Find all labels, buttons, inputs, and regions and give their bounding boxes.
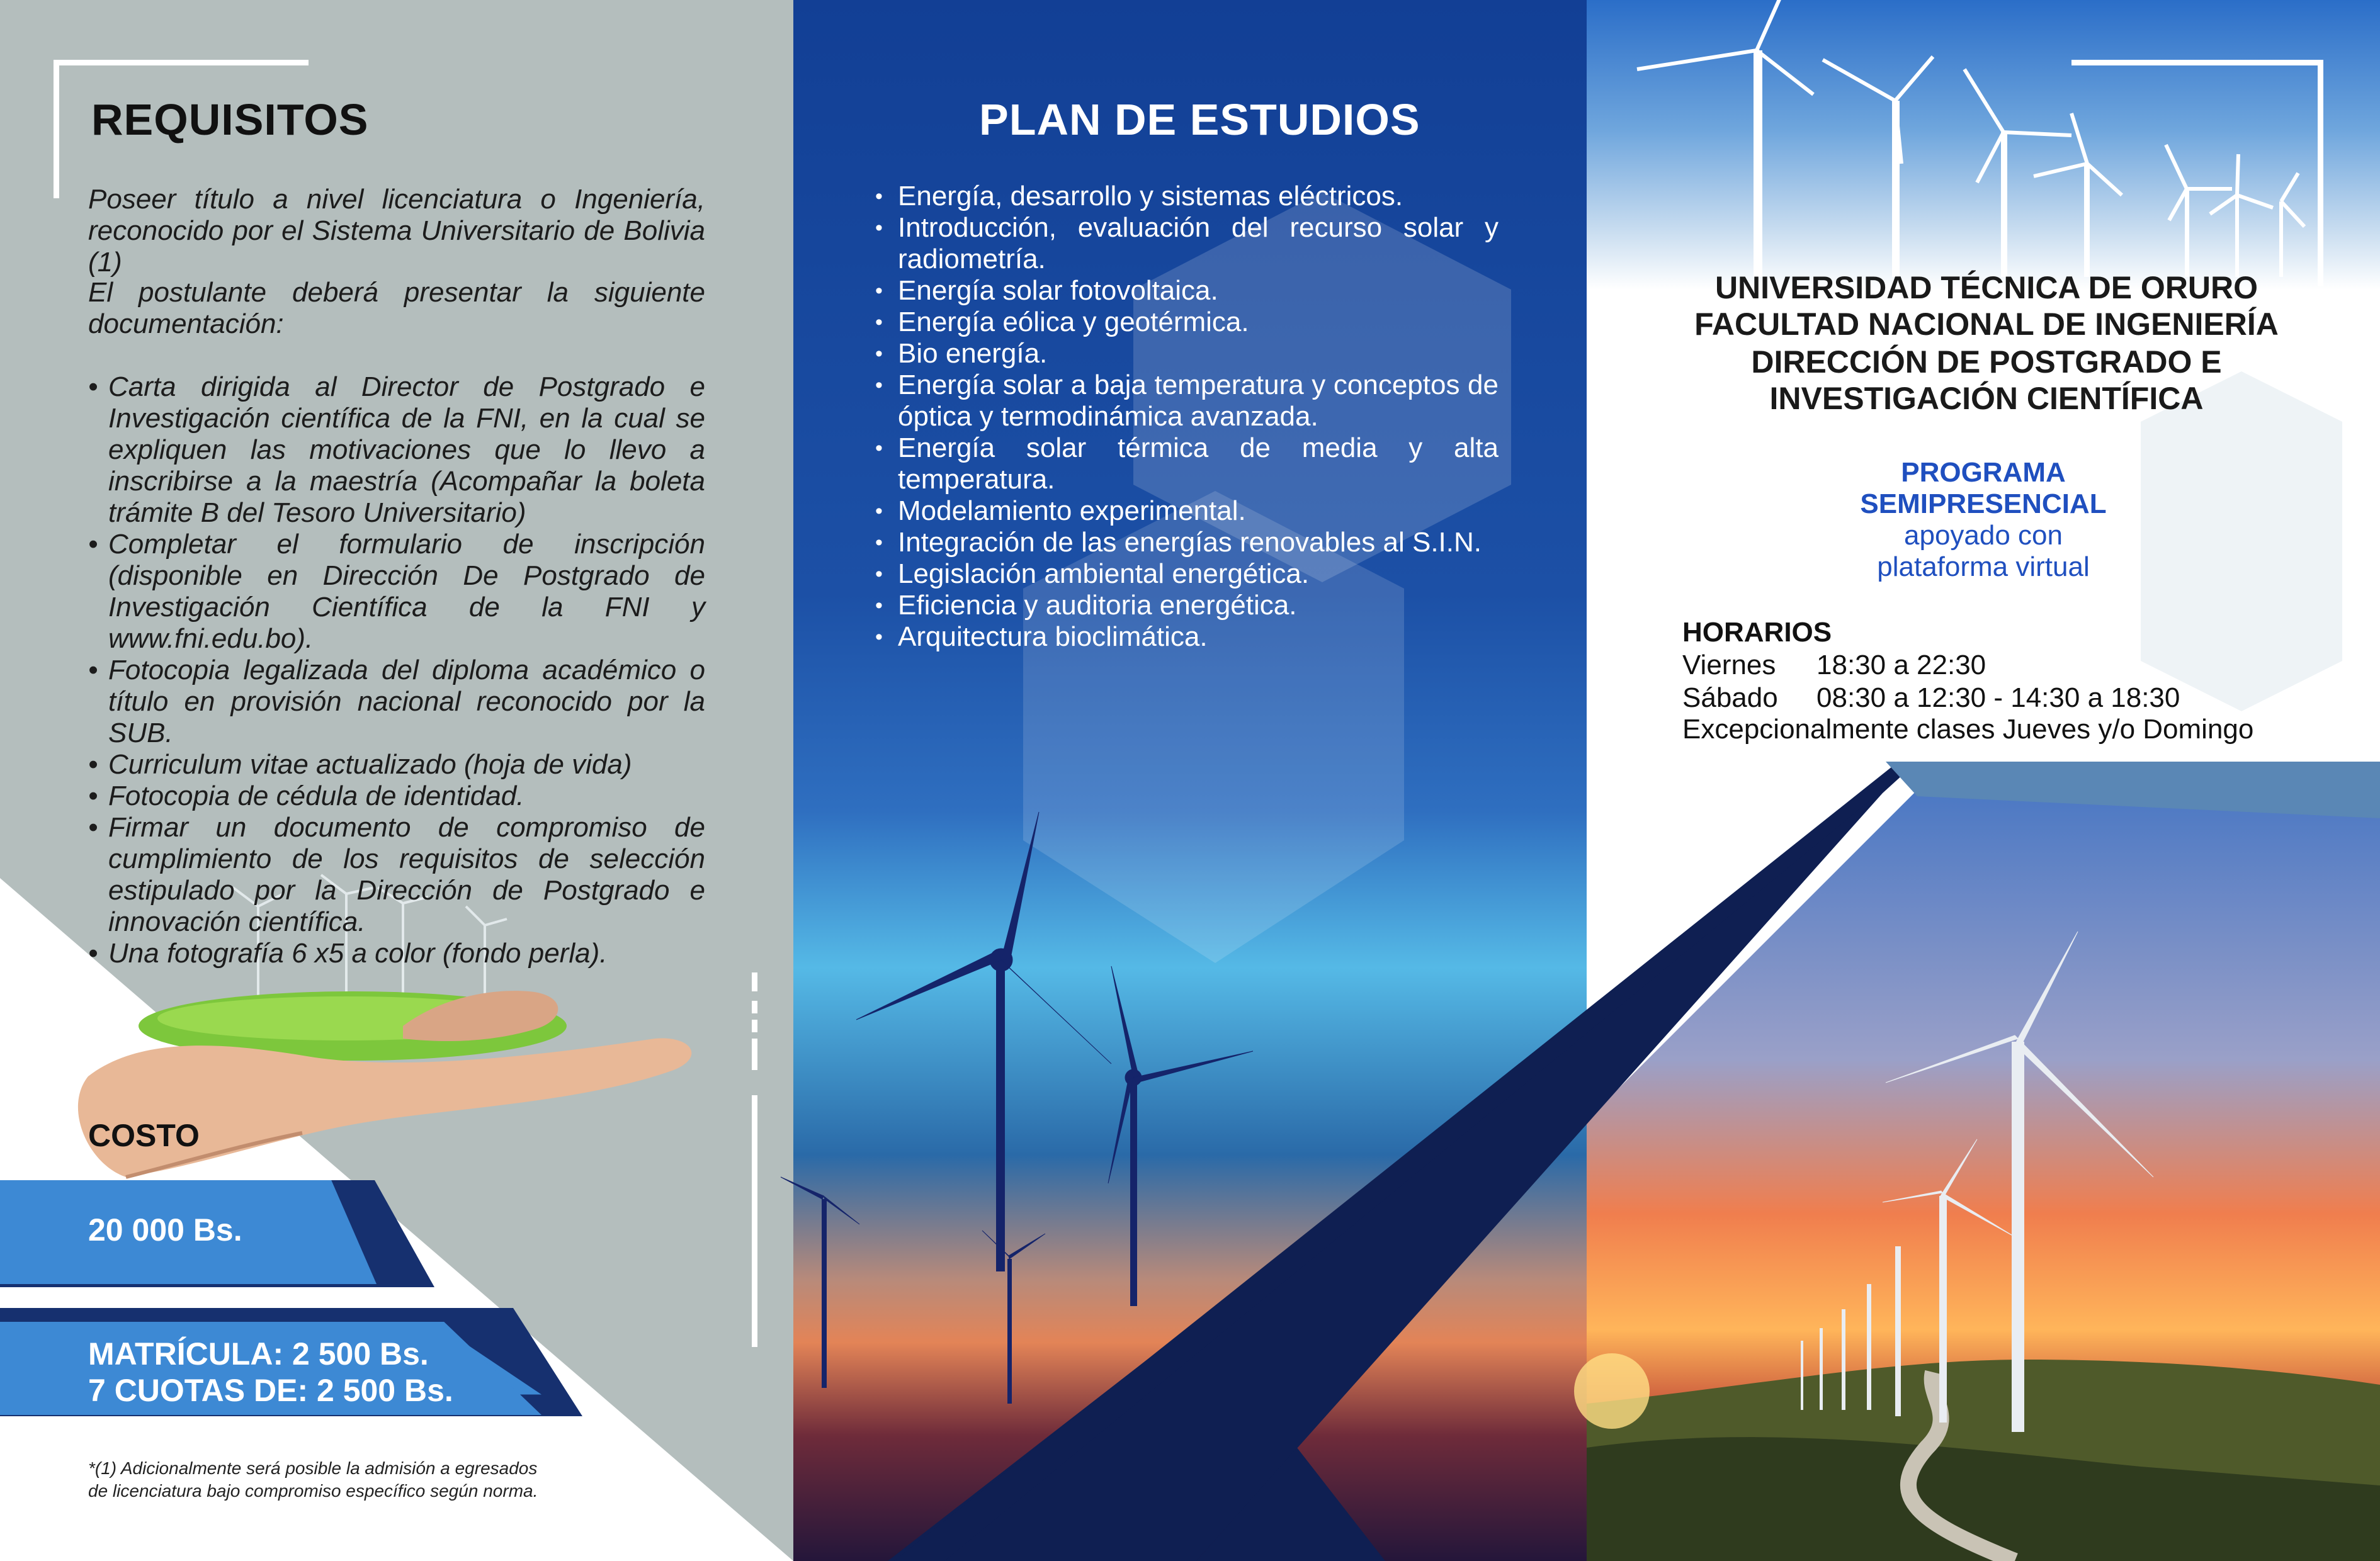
requisitos-paragraph-documentacion: El postulante deberá presentar la siguiente documentación: — [88, 277, 705, 339]
plan-estudios-title: PLAN DE ESTUDIOS — [979, 95, 1420, 144]
price-value: 20 000 Bs. — [88, 1212, 242, 1248]
university-title-line: DIRECCIÓN DE POSTGRADO E — [1751, 344, 2222, 380]
list-item: • Energía eólica y geotérmica. — [875, 307, 1499, 338]
list-item: • Energía solar fotovoltaica. — [875, 275, 1499, 307]
horarios-title: HORARIOS — [1682, 617, 1832, 648]
program-subtitle: plataforma virtual — [1877, 551, 2090, 582]
requisitos-paragraph-titulo: Poseer título a nivel licenciatura o Ingeniería, reconocido por el Sistema Universitario de Bolivia (1) — [88, 184, 705, 278]
horario-time: 08:30 a 12:30 - 14:30 a 18:30 — [1816, 682, 2180, 713]
list-item: • Fotocopia legalizada del diploma académico o título en provisión nacional reconocido por la SUB. — [88, 655, 705, 749]
horario-day: Sábado — [1682, 682, 1778, 713]
list-item: • Integración de las energías renovables al S.I.N. — [875, 527, 1499, 558]
horarios-note: Excepcionalmente clases Jueves y/o Domingo — [1682, 714, 2254, 745]
list-item: • Bio energía. — [875, 338, 1499, 369]
footnote-line: de licenciatura bajo compromiso específico según norma. — [88, 1481, 538, 1501]
program-subtitle: apoyado con — [1904, 520, 2063, 551]
program-title: PROGRAMA — [1901, 457, 2066, 488]
university-title-line: UNIVERSIDAD TÉCNICA DE ORURO — [1714, 270, 2258, 305]
list-item: • Arquitectura bioclimática. — [875, 621, 1499, 653]
university-title-line: FACULTAD NACIONAL DE INGENIERÍA — [1694, 307, 2279, 342]
list-item: • Firmar un documento de compromiso de cumplimiento de los requisitos de selección estipulado por la Dirección de Postgrado e innovación científica. — [88, 812, 705, 938]
list-item: • Energía solar térmica de media y alta temperatura. — [875, 432, 1499, 495]
list-item: • Energía, desarrollo y sistemas eléctricos. — [875, 181, 1499, 212]
list-item: • Fotocopia de cédula de identidad. — [88, 780, 705, 812]
horario-time: 18:30 a 22:30 — [1816, 650, 1986, 680]
cuotas-value: 7 CUOTAS DE: 2 500 Bs. — [88, 1373, 453, 1408]
list-item: • Introducción, evaluación del recurso solar y radiometría. — [875, 212, 1499, 275]
list-item: • Carta dirigida al Director de Postgrado e Investigación científica de la FNI, en la cual se expliquen las motivaciones que lo llevo a inscribirse a la maestría (Acompañar la boleta trámite B del Tesoro Universitario) — [88, 371, 705, 529]
matricula-value: MATRÍCULA: 2 500 Bs. — [88, 1336, 429, 1372]
footnote-line: *(1) Adicionalmente será posible la admisión a egresados — [88, 1458, 538, 1478]
list-item: • Legislación ambiental energética. — [875, 558, 1499, 590]
university-title-line: INVESTIGACIÓN CIENTÍFICA — [1769, 381, 2204, 416]
horario-day: Viernes — [1682, 650, 1776, 680]
list-item: • Una fotografía 6 x5 a color (fondo perla). — [88, 938, 705, 969]
list-item: • Curriculum vitae actualizado (hoja de vida) — [88, 749, 705, 780]
list-item: • Eficiencia y auditoria energética. — [875, 590, 1499, 621]
list-item: • Completar el formulario de inscripción (disponible en Dirección De Postgrado de Investigación Científica de la FNI y www.fni.edu.bo). — [88, 529, 705, 655]
program-title: SEMIPRESENCIAL — [1860, 488, 2107, 519]
list-item: • Energía solar a baja temperatura y conceptos de óptica y termodinámica avanzada. — [875, 369, 1499, 432]
list-item: • Modelamiento experimental. — [875, 495, 1499, 527]
requisitos-title: REQUISITOS — [91, 95, 369, 144]
costo-label: COSTO — [88, 1118, 200, 1153]
